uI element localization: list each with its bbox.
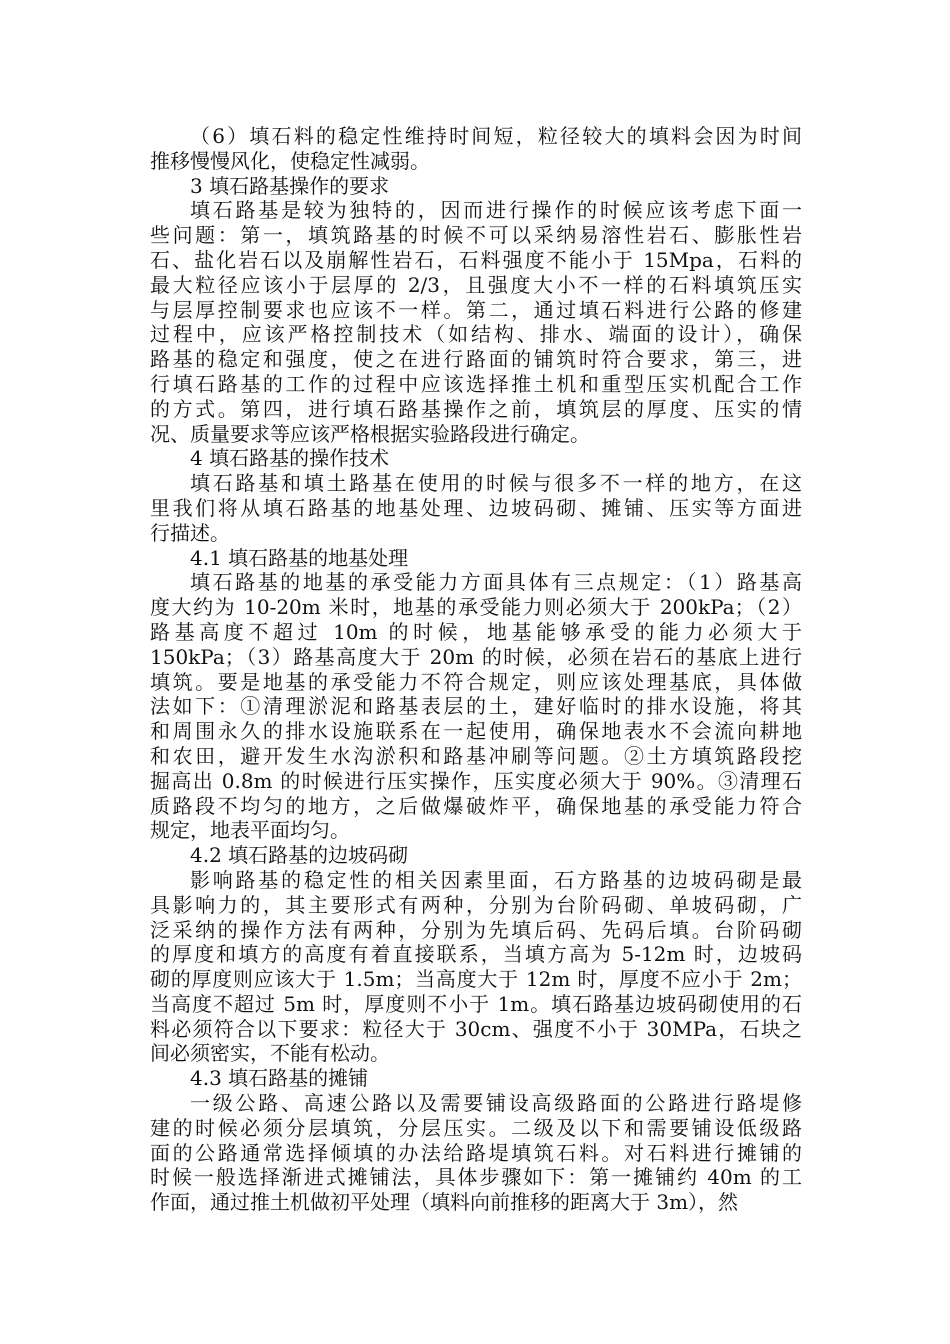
text-line: 过程中，应该严格控制技术（如结构、排水、端面的设计），确保 bbox=[150, 322, 802, 347]
text-line: 度大约为 10-20m 米时，地基的承受能力则必须大于 200kPa；（2） bbox=[150, 595, 802, 620]
text-line: 掘高出 0.8m 的时候进行压实操作，压实度必须大于 90%。③清理石 bbox=[150, 768, 802, 793]
text-line: 路基的稳定和强度，使之在进行路面的铺筑时符合要求，第三，进 bbox=[150, 347, 802, 372]
section-heading: 4 填石路基的操作技术 bbox=[190, 446, 390, 471]
text-line: 与层厚控制要求也应该不一样。第二，通过填石料进行公路的修建 bbox=[150, 297, 802, 322]
text-line: 些问题：第一，填筑路基的时候不可以采纳易溶性岩石、膨胀性岩 bbox=[150, 223, 802, 248]
text-line: 填石路基的地基的承受能力方面具体有三点规定：（1）路基高 bbox=[190, 570, 802, 595]
text-line: 作面，通过推土机做初平处理（填料向前推移的距离大于 3m），然 bbox=[150, 1190, 739, 1215]
text-line: 具影响力的，其主要形式有两种，分别为台阶码砌、单坡码砌，广 bbox=[150, 892, 802, 917]
heading-3 bbox=[150, 174, 802, 199]
text-line: 砌的厚度则应该大于 1.5m；当高度大于 12m 时，厚度不应小于 2m； bbox=[150, 967, 802, 992]
text-line: 填石路基和填土路基在使用的时候与很多不一样的地方，在这 bbox=[190, 471, 802, 496]
paragraph-foundation bbox=[150, 570, 802, 843]
text-line: 建的时候必须分层填筑，分层压实。二级及以下和需要铺设低级路 bbox=[150, 1115, 802, 1140]
text-line: 最大粒径应该小于层厚的 2/3，且强度大小不一样的石料填筑压实 bbox=[150, 272, 802, 297]
heading-4-2 bbox=[150, 843, 802, 868]
section-heading: 3 填石路基操作的要求 bbox=[190, 173, 390, 198]
heading-4-1 bbox=[150, 546, 802, 571]
section-heading: 4.2 填石路基的边坡码砌 bbox=[190, 843, 409, 868]
text-line: 规定，地表平面均匀。 bbox=[150, 818, 350, 843]
text-line: 路基高度不超过 10m 的时候，地基能够承受的能力必须大于 bbox=[150, 619, 802, 644]
text-line: 泛采纳的操作方法有两种，分别为先填后码、先码后填。台阶码砌 bbox=[150, 917, 802, 942]
text-line: 行填石路基的工作的过程中应该选择推土机和重型压实机配合工作 bbox=[150, 371, 802, 396]
text-line: 况、质量要求等应该严格根据实验路段进行确定。 bbox=[150, 421, 590, 446]
section-heading: 4.3 填石路基的摊铺 bbox=[190, 1066, 369, 1091]
text-line: 面的公路通常选择倾填的办法给路堤填筑石料。对石料进行摊铺的 bbox=[150, 1140, 802, 1165]
text-line: （6）填石料的稳定性维持时间短，粒径较大的填料会因为时间 bbox=[190, 124, 802, 148]
text-line: 和农田，避开发生水沟淤积和路基冲刷等问题。②土方填筑路段挖 bbox=[150, 743, 802, 768]
text-line: 行描述。 bbox=[150, 520, 230, 545]
text-line: 一级公路、高速公路以及需要铺设高级路面的公路进行路堤修 bbox=[190, 1091, 802, 1116]
text-line: 填石路基是较为独特的，因而进行操作的时候应该考虑下面一 bbox=[190, 198, 802, 223]
paragraph-spreading bbox=[150, 1091, 802, 1215]
text-line: 影响路基的稳定性的相关因素里面，石方路基的边坡码砌是最 bbox=[190, 867, 802, 892]
text-line: 推移慢慢风化，使稳定性减弱。 bbox=[150, 148, 430, 173]
text-line: 填筑。要是地基的承受能力不符合规定，则应该处理基底，具体做 bbox=[150, 669, 802, 694]
text-line: 料必须符合以下要求：粒径大于 30cm、强度不小于 30MPa，石块之 bbox=[150, 1016, 802, 1041]
text-line: 质路段不均匀的地方，之后做爆破炸平，确保地基的承受能力符合 bbox=[150, 793, 802, 818]
text-line: 的方式。第四，进行填石路基操作之前，填筑层的厚度、压实的情 bbox=[150, 396, 802, 421]
text-line: 石、盐化岩石以及崩解性岩石，石料强度不能小于 15Mpa，石料的 bbox=[150, 247, 802, 272]
heading-4-3 bbox=[150, 1066, 802, 1091]
section-heading: 4.1 填石路基的地基处理 bbox=[190, 545, 409, 570]
text-line: 的厚度和填方的高度有着直接联系，当填方高为 5-12m 时，边坡码 bbox=[150, 942, 802, 967]
text-line: 当高度不超过 5m 时，厚度则不小于 1m。填石路基边坡码砌使用的石 bbox=[150, 991, 802, 1016]
text-line: 法如下：①清理淤泥和路基表层的土，建好临时的排水设施，将其 bbox=[150, 694, 802, 719]
text-line: 150kPa；（3）路基高度大于 20m 的时候，必须在岩石的基底上进行 bbox=[150, 644, 802, 669]
paragraph-requirements bbox=[150, 198, 802, 446]
text-line: 里我们将从填石路基的地基处理、边坡码砌、摊铺、压实等方面进 bbox=[150, 495, 802, 520]
paragraph-6-stability bbox=[150, 124, 802, 174]
document-page bbox=[150, 124, 802, 1215]
heading-4 bbox=[150, 446, 802, 471]
text-line: 时候一般选择渐进式摊铺法，具体步骤如下：第一摊铺约 40m 的工 bbox=[150, 1165, 802, 1190]
text-line: 间必须密实，不能有松动。 bbox=[150, 1041, 390, 1066]
paragraph-techniques bbox=[150, 471, 802, 545]
text-line: 和周围永久的排水设施联系在一起使用，确保地表水不会流向耕地 bbox=[150, 719, 802, 744]
paragraph-slope-masonry bbox=[150, 868, 802, 1066]
